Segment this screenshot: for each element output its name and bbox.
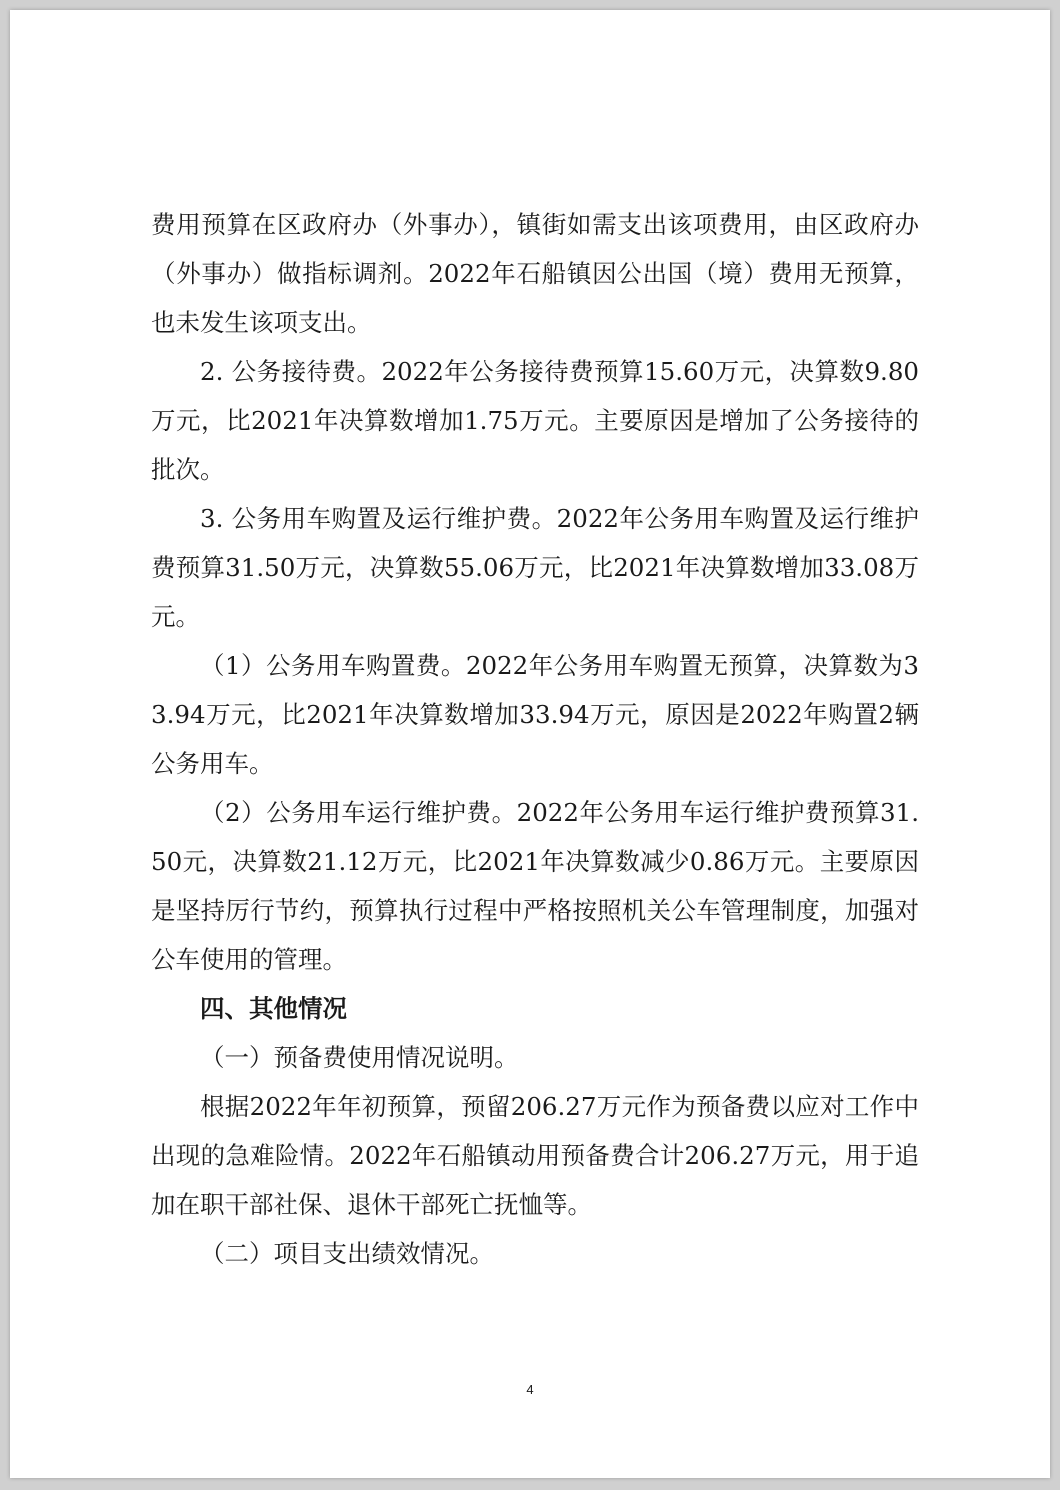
page-number: 4 bbox=[526, 1382, 534, 1397]
subheading-reserve-fund: （一）预备费使用情况说明。 bbox=[200, 1043, 519, 1072]
section-heading-other: 四、其他情况 bbox=[200, 994, 347, 1023]
paragraph-vehicle-purchase: （1）公务用车购置费。2022年公务用车购置无预算，决算数为33.94万元，比2021年决算数增加33.94万元，原因是2022年购置2辆公务用车。 bbox=[151, 651, 919, 778]
paragraph-vehicle-maintenance: （2）公务用车运行维护费。2022年公务用车运行维护费预算31.50元，决算数21.12万元，比2021年决算数减少0.86万元。主要原因是坚持厉行节约，预算执行过程中严格按照机关公车管理制度，加强对公车使用的管理。 bbox=[151, 798, 919, 974]
paragraph-reserve-fund: 根据2022年年初预算，预留206.27万元作为预备费以应对工作中出现的急难险情。2022年石船镇动用预备费合计206.27万元，用于追加在职干部社保、退休干部死亡抚恤等。 bbox=[151, 1092, 919, 1219]
document-page bbox=[10, 10, 1050, 1478]
page-body bbox=[151, 200, 919, 1278]
paragraph-reception-expense: 2. 公务接待费。2022年公务接待费预算15.60万元，决算数9.80万元，比2021年决算数增加1.75万元。主要原因是增加了公务接待的批次。 bbox=[151, 357, 919, 484]
subheading-project-performance: （二）项目支出绩效情况。 bbox=[200, 1239, 494, 1268]
paragraph-outbound-travel-expense: 费用预算在区政府办（外事办），镇街如需支出该项费用，由区政府办（外事办）做指标调剂。2022年石船镇因公出国（境）费用无预算，也未发生该项支出。 bbox=[151, 210, 919, 337]
paragraph-vehicle-expense: 3. 公务用车购置及运行维护费。2022年公务用车购置及运行维护费预算31.50万元，决算数55.06万元，比2021年决算数增加33.08万元。 bbox=[151, 504, 919, 631]
